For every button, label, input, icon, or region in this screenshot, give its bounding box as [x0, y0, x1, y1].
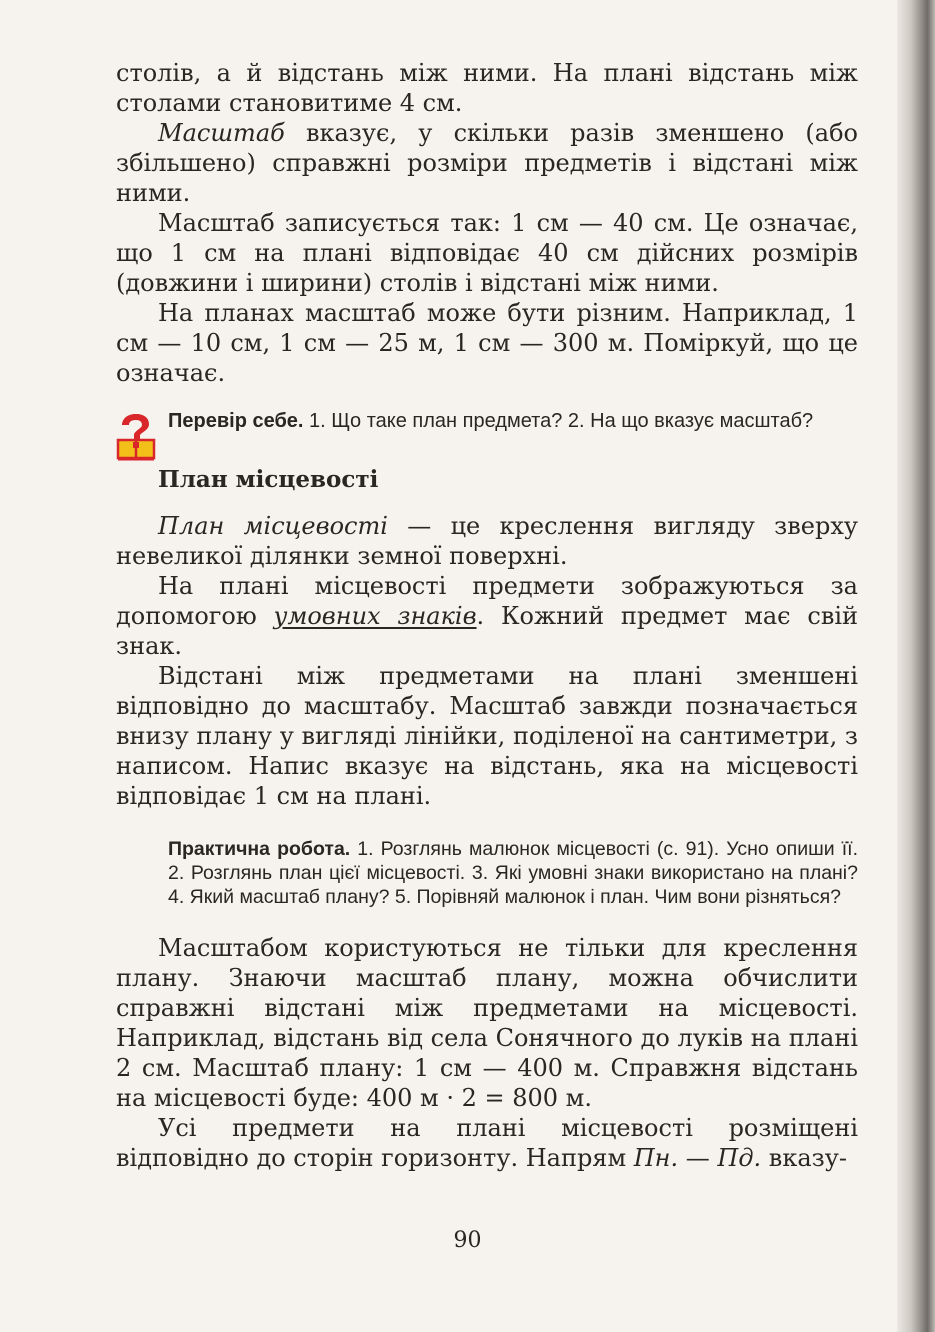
- question-book-icon: [116, 412, 156, 462]
- term-scale: Масштаб: [158, 119, 285, 147]
- practical-work-tasks: 1. Розглянь малюнок місцевості (с. 91). Усно опиши її. 2. Розглянь план цієї місцевості. 3. Які умовні знаки використано на плані? 4. Який масштаб плану? 5. Порівняй малюнок і план. Чим вони різняться?: [168, 838, 859, 908]
- term-north: Пн.: [633, 1144, 679, 1172]
- paragraph-6: На плані місцевості предмети зображуються за допомогою умовних знаків. Кожний предмет має свій знак.: [116, 572, 858, 660]
- paragraph-5: План місцевості — це креслення вигляду зверху невеликої ділянки земної поверхні.: [116, 512, 858, 570]
- paragraph-1: столів, а й відстань між ними. На плані відстань між столами становитиме 4 см.: [116, 59, 858, 117]
- paragraph-2: Масштаб вказує, у скільки разів зменшено (або збільшено) справжні розміри предметів і відстані між ними.: [116, 119, 858, 207]
- section-heading: План місцевості: [158, 466, 379, 493]
- self-check-label: Перевір себе.: [168, 410, 304, 432]
- self-check-questions: 1. Що таке план предмета? 2. На що вказує масштаб?: [303, 410, 814, 432]
- page-number: 90: [453, 1228, 482, 1253]
- practical-work-label: Практична робота.: [168, 838, 351, 860]
- paragraph-9: Усі предмети на плані місцевості розміщені відповідно до сторін горизонту. Напрям Пн. — Пд. вказу-: [116, 1114, 858, 1172]
- term-south: Пд.: [717, 1144, 762, 1172]
- paragraph-3: Масштаб записується так: 1 см — 40 см. Це означає, що 1 см на плані відповідає 40 см дійсних розмірів (довжини і ширини) столів і відстані між ними.: [116, 209, 858, 297]
- practical-work-box: [168, 837, 858, 909]
- paragraph-7: Відстані між предметами на плані зменшені відповідно до масштабу. Масштаб завжди позначається внизу плану у вигляді лінійки, поділеної на сантиметри, з написом. Напис вказує на відстань, яка на місцевості відповідає 1 см на плані.: [116, 662, 858, 810]
- term-conventional-signs: умовних знаків: [273, 602, 477, 630]
- page-content: [116, 58, 858, 1173]
- paragraph-4: На планах масштаб може бути різним. Наприклад, 1 см — 10 см, 1 см — 25 м, 1 см — 300 м. Поміркуй, що це означає.: [116, 299, 858, 387]
- term-terrain-plan: План місцевості: [158, 512, 388, 540]
- book-binding-shadow: [897, 0, 935, 1332]
- self-check-box: [116, 409, 858, 433]
- paragraph-8: Масштабом користуються не тільки для креслення плану. Знаючи масштаб плану, можна обчислити справжні відстані між предметами на місцевості. Наприклад, відстань від села Сонячного до луків на плані 2 см. Масштаб плану: 1 см — 400 м. Справжня відстань на місцевості буде: 400 м · 2 = 800 м.: [116, 934, 858, 1112]
